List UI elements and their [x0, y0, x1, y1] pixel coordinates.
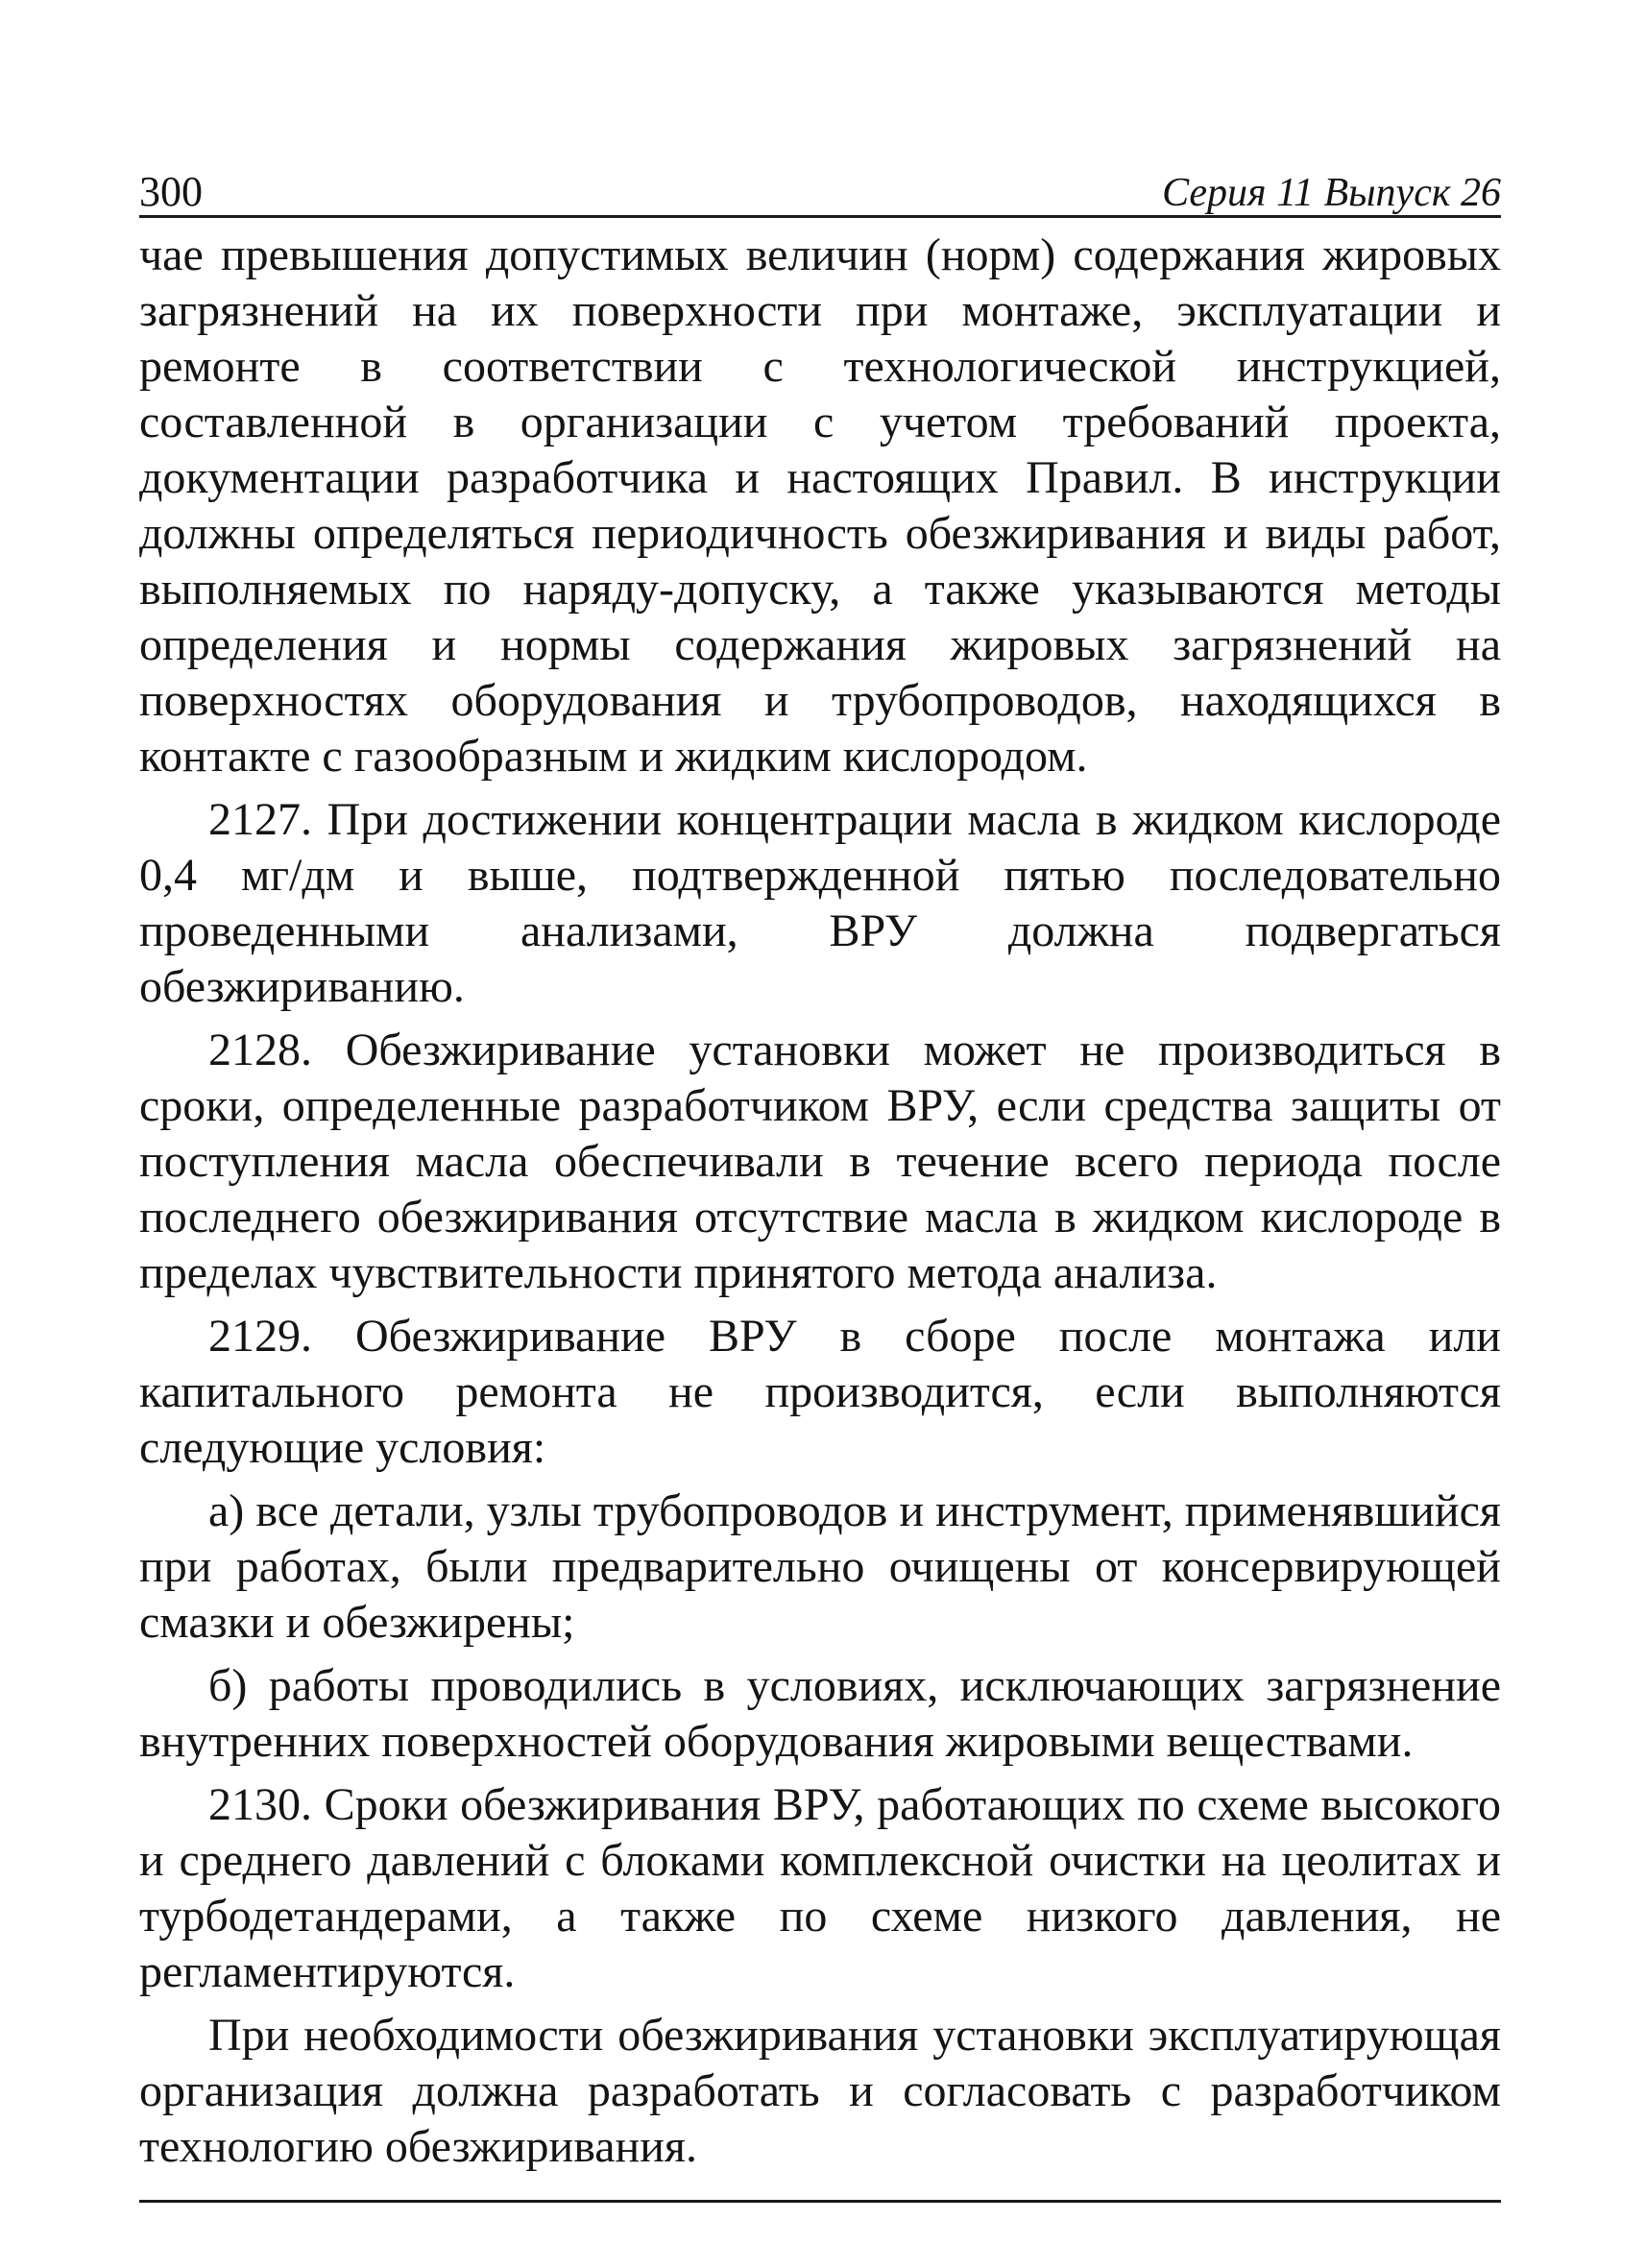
- paragraph-continuation: чае превышения допустимых величин (норм) содержания жировых загрязнений на их поверхности при монтаже, эксплуатации и ремонте в соответствии с технологической инструкцией, составленной в организации с учетом требований проекта, документации разработчика и настоящих Правил. В инструкции должны определяться периодичность обезжиривания и виды работ, выполняемых по наряду-допуску, а также указываются методы определения и нормы содержания жировых загрязнений на поверхностях оборудования и трубопроводов, находящихся в контакте с газообразным и жидким кислородом.: [139, 229, 1501, 782]
- page-header: [139, 161, 1501, 218]
- document-page: [139, 161, 1501, 2203]
- paragraph-2127: 2127. При достижении концентрации масла в жидком кислороде 0,4 мг/дм и выше, подтвержденной пятью последовательно проведенными анализами, ВРУ должна подвергаться обезжириванию.: [139, 794, 1501, 1012]
- paragraph-2129: 2129. Обезжиривание ВРУ в сборе после монтажа или капитального ремонта не производится, если выполняются следующие условия:: [139, 1311, 1501, 1473]
- paragraph-2128: 2128. Обезжиривание установки может не производиться в сроки, определенные разработчиком ВРУ, если средства защиты от поступления масла обеспечивали в течение всего периода после последнего обезжиривания отсутствие масла в жидком кислороде в пределах чувствительности принятого метода анализа.: [139, 1025, 1501, 1298]
- paragraph-2130: 2130. Сроки обезжиривания ВРУ, работающих по схеме высокого и среднего давлений с блоками комплексной очистки на цеолитах и турбодетандерами, а также по схеме низкого давления, не регламентируются.: [139, 1779, 1501, 1997]
- page-number: 300: [139, 168, 203, 215]
- paragraph-final: При необходимости обезжиривания установки эксплуатирующая организация должна разработать и согласовать с разработчиком технологию обезжиривания.: [139, 2010, 1501, 2172]
- body-text: [139, 228, 1501, 2175]
- running-head: Серия 11 Выпуск 26: [1162, 171, 1501, 215]
- paragraph-2129-item-a: а) все детали, узлы трубопроводов и инструмент, применявшийся при работах, были предварительно очищены от консервирующей смазки и обезжирены;: [139, 1485, 1501, 1648]
- bottom-rule: [139, 2200, 1501, 2203]
- paragraph-2129-item-b: б) работы проводились в условиях, исключающих загрязнение внутренних поверхностей оборудования жировыми веществами.: [139, 1660, 1501, 1767]
